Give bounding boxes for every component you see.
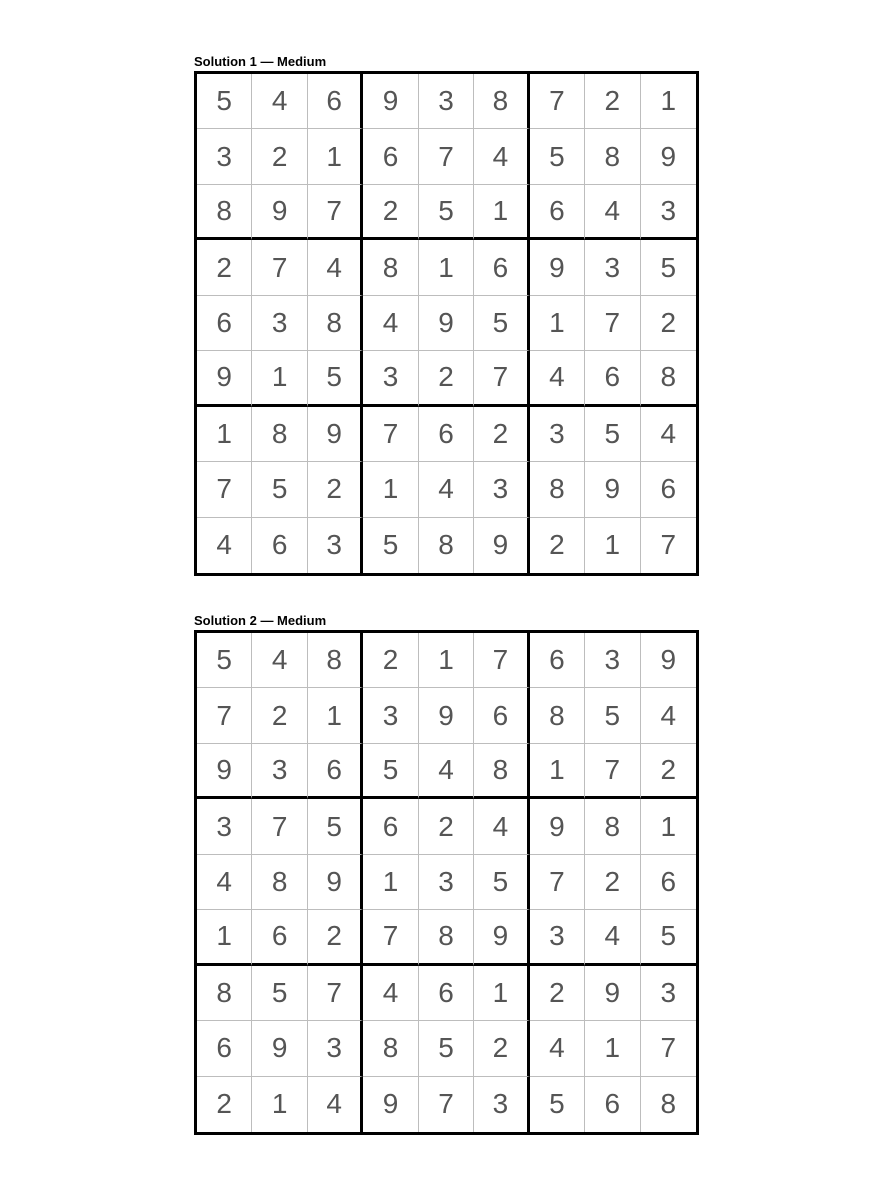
sudoku-cell: 5 <box>474 296 529 351</box>
sudoku-cell: 1 <box>419 633 474 688</box>
sudoku-cell: 9 <box>197 351 252 406</box>
sudoku-cell: 8 <box>530 688 585 743</box>
sudoku-cell: 9 <box>641 129 696 184</box>
sudoku-solution-2 <box>194 613 699 1135</box>
sudoku-cell: 2 <box>474 407 529 462</box>
sudoku-cell: 4 <box>419 462 474 517</box>
sudoku-cell: 5 <box>363 518 418 573</box>
sudoku-cell: 8 <box>197 185 252 240</box>
sudoku-cell: 5 <box>363 744 418 799</box>
sudoku-cell: 3 <box>363 688 418 743</box>
sudoku-cell: 4 <box>585 185 640 240</box>
sudoku-cell: 4 <box>474 799 529 854</box>
sudoku-cell: 7 <box>419 129 474 184</box>
sudoku-cell: 6 <box>419 407 474 462</box>
sudoku-cell: 6 <box>308 74 363 129</box>
sudoku-cell: 2 <box>308 910 363 965</box>
sudoku-cell: 8 <box>419 910 474 965</box>
sudoku-cell: 6 <box>585 351 640 406</box>
sudoku-cell: 3 <box>419 855 474 910</box>
sudoku-cell: 6 <box>252 910 307 965</box>
sudoku-cell: 9 <box>363 74 418 129</box>
sudoku-cell: 3 <box>197 799 252 854</box>
sudoku-cell: 7 <box>363 407 418 462</box>
sudoku-cell: 9 <box>308 855 363 910</box>
sudoku-cell: 9 <box>474 910 529 965</box>
sudoku-cell: 9 <box>585 462 640 517</box>
sudoku-cell: 9 <box>585 966 640 1021</box>
sudoku-cell: 7 <box>252 240 307 295</box>
sudoku-cell: 3 <box>641 185 696 240</box>
sudoku-cell: 6 <box>641 855 696 910</box>
sudoku-cell: 1 <box>585 518 640 573</box>
sudoku-cell: 2 <box>197 1077 252 1132</box>
sudoku-cell: 9 <box>419 688 474 743</box>
sudoku-cell: 2 <box>530 518 585 573</box>
sudoku-cell: 9 <box>419 296 474 351</box>
sudoku-cell: 6 <box>419 966 474 1021</box>
sudoku-cell: 3 <box>252 296 307 351</box>
sudoku-cell: 6 <box>530 185 585 240</box>
sudoku-cell: 1 <box>530 744 585 799</box>
sudoku-cell: 8 <box>585 799 640 854</box>
sudoku-cell: 4 <box>474 129 529 184</box>
sudoku-cell: 1 <box>474 966 529 1021</box>
sudoku-cell: 8 <box>530 462 585 517</box>
sudoku-cell: 6 <box>585 1077 640 1132</box>
sudoku-cell: 9 <box>308 407 363 462</box>
sudoku-cell: 3 <box>530 407 585 462</box>
sudoku-cell: 5 <box>585 407 640 462</box>
sudoku-cell: 5 <box>530 129 585 184</box>
sudoku-cell: 5 <box>197 633 252 688</box>
sudoku-cell: 2 <box>530 966 585 1021</box>
sudoku-cell: 8 <box>308 633 363 688</box>
sudoku-cell: 9 <box>252 1021 307 1076</box>
sudoku-cell: 8 <box>585 129 640 184</box>
sudoku-cell: 9 <box>530 240 585 295</box>
sudoku-cell: 8 <box>252 855 307 910</box>
sudoku-cell: 5 <box>585 688 640 743</box>
sudoku-cell: 7 <box>660 529 677 561</box>
sudoku-cell: 2 <box>363 185 418 240</box>
sudoku-cell: 2 <box>585 855 640 910</box>
sudoku-cell: 1 <box>308 688 363 743</box>
sudoku-cell: 7 <box>197 462 252 517</box>
sudoku-cell: 2 <box>419 351 474 406</box>
sudoku-cell: 9 <box>474 518 529 573</box>
sudoku-cell: 7 <box>308 185 363 240</box>
sudoku-cell: 7 <box>585 296 640 351</box>
sudoku-cell: 4 <box>585 910 640 965</box>
sudoku-cell: 2 <box>252 129 307 184</box>
sudoku-cell: 7 <box>641 1021 696 1076</box>
sudoku-cell: 8 <box>252 407 307 462</box>
sudoku-cell: 1 <box>474 185 529 240</box>
sudoku-cell: 7 <box>474 633 529 688</box>
sudoku-cell: 6 <box>363 129 418 184</box>
sudoku-cell: 7 <box>585 744 640 799</box>
sudoku-cell: 5 <box>474 855 529 910</box>
sudoku-cell: 3 <box>474 1077 529 1132</box>
sudoku-grid <box>194 630 699 1135</box>
sudoku-cell: 3 <box>308 1021 363 1076</box>
sudoku-cell: 3 <box>585 633 640 688</box>
sudoku-cell: 4 <box>363 966 418 1021</box>
sudoku-cell: 4 <box>363 296 418 351</box>
sudoku-cell: 7 <box>308 966 363 1021</box>
sudoku-cell: 1 <box>530 296 585 351</box>
sudoku-cell: 3 <box>308 518 363 573</box>
sudoku-cell: 2 <box>641 296 696 351</box>
sudoku-cell: 6 <box>641 462 696 517</box>
sudoku-cell: 7 <box>530 74 585 129</box>
sudoku-cell: 4 <box>197 855 252 910</box>
sudoku-cell: 3 <box>474 462 529 517</box>
sudoku-cell: 1 <box>252 351 307 406</box>
sudoku-cell: 1 <box>585 1021 640 1076</box>
sudoku-cell: 9 <box>363 1077 418 1132</box>
sudoku-cell: 9 <box>252 185 307 240</box>
sudoku-cell: 4 <box>308 1077 363 1132</box>
sudoku-cell: 4 <box>641 688 696 743</box>
puzzle-title: Solution 1 — Medium <box>194 54 327 69</box>
sudoku-cell: 8 <box>363 240 418 295</box>
sudoku-cell: 1 <box>197 910 252 965</box>
sudoku-cell: 1 <box>308 129 363 184</box>
sudoku-cell: 5 <box>252 462 307 517</box>
sudoku-cell: 5 <box>641 910 696 965</box>
sudoku-cell: 8 <box>363 1021 418 1076</box>
sudoku-cell: 4 <box>197 518 252 573</box>
sudoku-cell: 4 <box>252 633 307 688</box>
sudoku-cell: 4 <box>308 240 363 295</box>
sudoku-cell: 1 <box>363 462 418 517</box>
sudoku-cell: 1 <box>419 240 474 295</box>
sudoku-cell: 1 <box>363 855 418 910</box>
sudoku-grid <box>194 71 699 576</box>
sudoku-cell: 4 <box>530 351 585 406</box>
sudoku-cell: 7 <box>474 351 529 406</box>
sudoku-cell: 2 <box>419 799 474 854</box>
sudoku-cell: 4 <box>252 74 307 129</box>
sudoku-cell: 9 <box>197 744 252 799</box>
sudoku-cell: 9 <box>641 633 696 688</box>
sudoku-cell: 2 <box>252 688 307 743</box>
sudoku-cell: 5 <box>308 351 363 406</box>
sudoku-cell: 6 <box>474 240 529 295</box>
sudoku-cell: 5 <box>308 799 363 854</box>
sudoku-cell: 8 <box>474 74 529 129</box>
sudoku-cell: 2 <box>585 74 640 129</box>
sudoku-cell: 6 <box>197 1021 252 1076</box>
sudoku-cell: 1 <box>641 74 696 129</box>
sudoku-cell: 3 <box>585 240 640 295</box>
sudoku-cell: 6 <box>530 633 585 688</box>
sudoku-cell: 3 <box>363 351 418 406</box>
sudoku-cell: 1 <box>641 799 696 854</box>
sudoku-cell: 6 <box>197 296 252 351</box>
sudoku-cell: 9 <box>530 799 585 854</box>
sudoku-cell: 7 <box>252 799 307 854</box>
sudoku-cell: 1 <box>252 1077 307 1132</box>
sudoku-cell: 4 <box>641 407 696 462</box>
sudoku-cell: 4 <box>419 744 474 799</box>
sudoku-cell: 6 <box>474 688 529 743</box>
sudoku-cell: 2 <box>308 462 363 517</box>
sudoku-cell: 2 <box>474 1021 529 1076</box>
sudoku-solution-1 <box>194 54 699 576</box>
puzzle-title: Solution 2 — Medium <box>194 613 327 628</box>
sudoku-cell: 8 <box>641 351 696 406</box>
sudoku-cell: 6 <box>252 518 307 573</box>
sudoku-cell: 5 <box>641 240 696 295</box>
sudoku-cell: 8 <box>660 1088 677 1120</box>
sudoku-cell: 8 <box>197 966 252 1021</box>
sudoku-cell: 5 <box>252 966 307 1021</box>
sudoku-cell: 7 <box>419 1077 474 1132</box>
sudoku-cell: 6 <box>308 744 363 799</box>
sudoku-cell: 6 <box>363 799 418 854</box>
sudoku-cell: 7 <box>197 688 252 743</box>
sudoku-cell: 2 <box>363 633 418 688</box>
sudoku-cell: 5 <box>419 185 474 240</box>
sudoku-cell: 3 <box>419 74 474 129</box>
sudoku-cell: 8 <box>419 518 474 573</box>
sudoku-cell: 3 <box>252 744 307 799</box>
sudoku-cell: 3 <box>197 129 252 184</box>
sudoku-cell: 4 <box>530 1021 585 1076</box>
sudoku-cell: 1 <box>197 407 252 462</box>
sudoku-cell: 7 <box>363 910 418 965</box>
sudoku-cell: 2 <box>197 240 252 295</box>
sudoku-cell: 7 <box>530 855 585 910</box>
sudoku-cell: 8 <box>474 744 529 799</box>
sudoku-cell: 5 <box>419 1021 474 1076</box>
sudoku-cell: 8 <box>308 296 363 351</box>
sudoku-cell: 5 <box>530 1077 585 1132</box>
sudoku-cell: 3 <box>530 910 585 965</box>
sudoku-cell: 2 <box>641 744 696 799</box>
sudoku-cell: 3 <box>641 966 696 1021</box>
sudoku-cell: 5 <box>197 74 252 129</box>
